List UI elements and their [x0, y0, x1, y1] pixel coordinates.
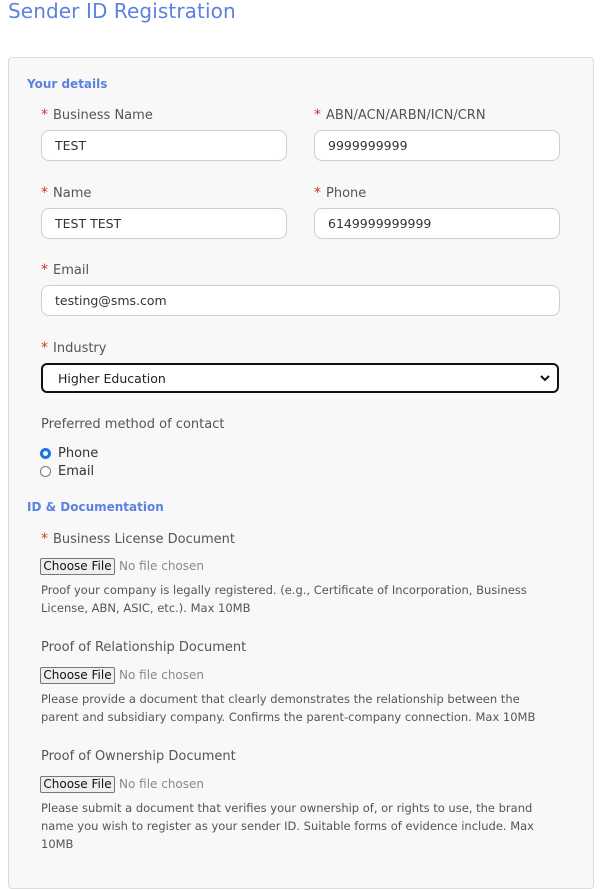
required-marker: * [314, 107, 321, 123]
section-title-documentation: ID & Documentation [27, 500, 164, 514]
choose-file-button[interactable]: Choose File [40, 667, 115, 684]
file-status-text: No file chosen [119, 559, 205, 573]
name-input[interactable] [41, 208, 287, 239]
phone-input[interactable] [314, 208, 560, 239]
business-license-help-text: Proof your company is legally registered. (e.g., Certificate of Incorporation, Business License, ABN, ASIC, etc.). Max 10MB [41, 583, 527, 615]
business-license-label: * Business License Document [41, 531, 235, 547]
page-title: Sender ID Registration [8, 0, 236, 23]
required-marker: * [41, 262, 48, 278]
choose-file-button[interactable]: Choose File [40, 776, 115, 793]
industry-label: * Industry [41, 340, 107, 356]
name-label: * Name [41, 185, 92, 201]
file-status-text: No file chosen [119, 668, 205, 682]
required-marker: * [41, 531, 48, 547]
ownership-document-label: Proof of Ownership Document [41, 749, 236, 764]
choose-file-button[interactable]: Choose File [40, 558, 115, 575]
required-marker: * [314, 185, 321, 201]
radio-button-email[interactable] [40, 466, 51, 477]
phone-label: * Phone [314, 185, 367, 201]
chevron-down-icon [539, 372, 551, 384]
section-title-your-details: Your details [27, 77, 108, 91]
email-input[interactable] [41, 285, 560, 316]
industry-selected-value: Higher Education [58, 371, 166, 386]
contact-method-label: Preferred method of contact [41, 417, 225, 432]
relationship-document-label: Proof of Relationship Document [41, 640, 247, 655]
industry-select[interactable] [41, 363, 559, 393]
required-marker: * [41, 185, 48, 201]
required-marker: * [41, 340, 48, 356]
radio-label-email: Email [58, 464, 95, 479]
required-marker: * [41, 107, 48, 123]
relationship-help-text: Please provide a document that clearly demonstrates the relationship between the parent and subsidiary company. Confirms the parent-company connection. Max 10MB [41, 692, 536, 724]
business-name-label: * Business Name [41, 107, 153, 123]
registration-form-panel [8, 57, 594, 889]
radio-label-phone: Phone [58, 446, 99, 461]
radio-button-phone[interactable] [40, 448, 51, 459]
ownership-help-text: Please submit a document that verifies your ownership of, or rights to use, the brand name you wish to register as your sender ID. Suitable forms of evidence include. Max 10MB [41, 801, 534, 851]
business-name-input[interactable] [41, 130, 287, 161]
file-status-text: No file chosen [119, 777, 205, 791]
abn-label: * ABN/ACN/ARBN/ICN/CRN [314, 107, 486, 123]
email-label: * Email [41, 262, 90, 278]
abn-input[interactable] [314, 130, 560, 161]
